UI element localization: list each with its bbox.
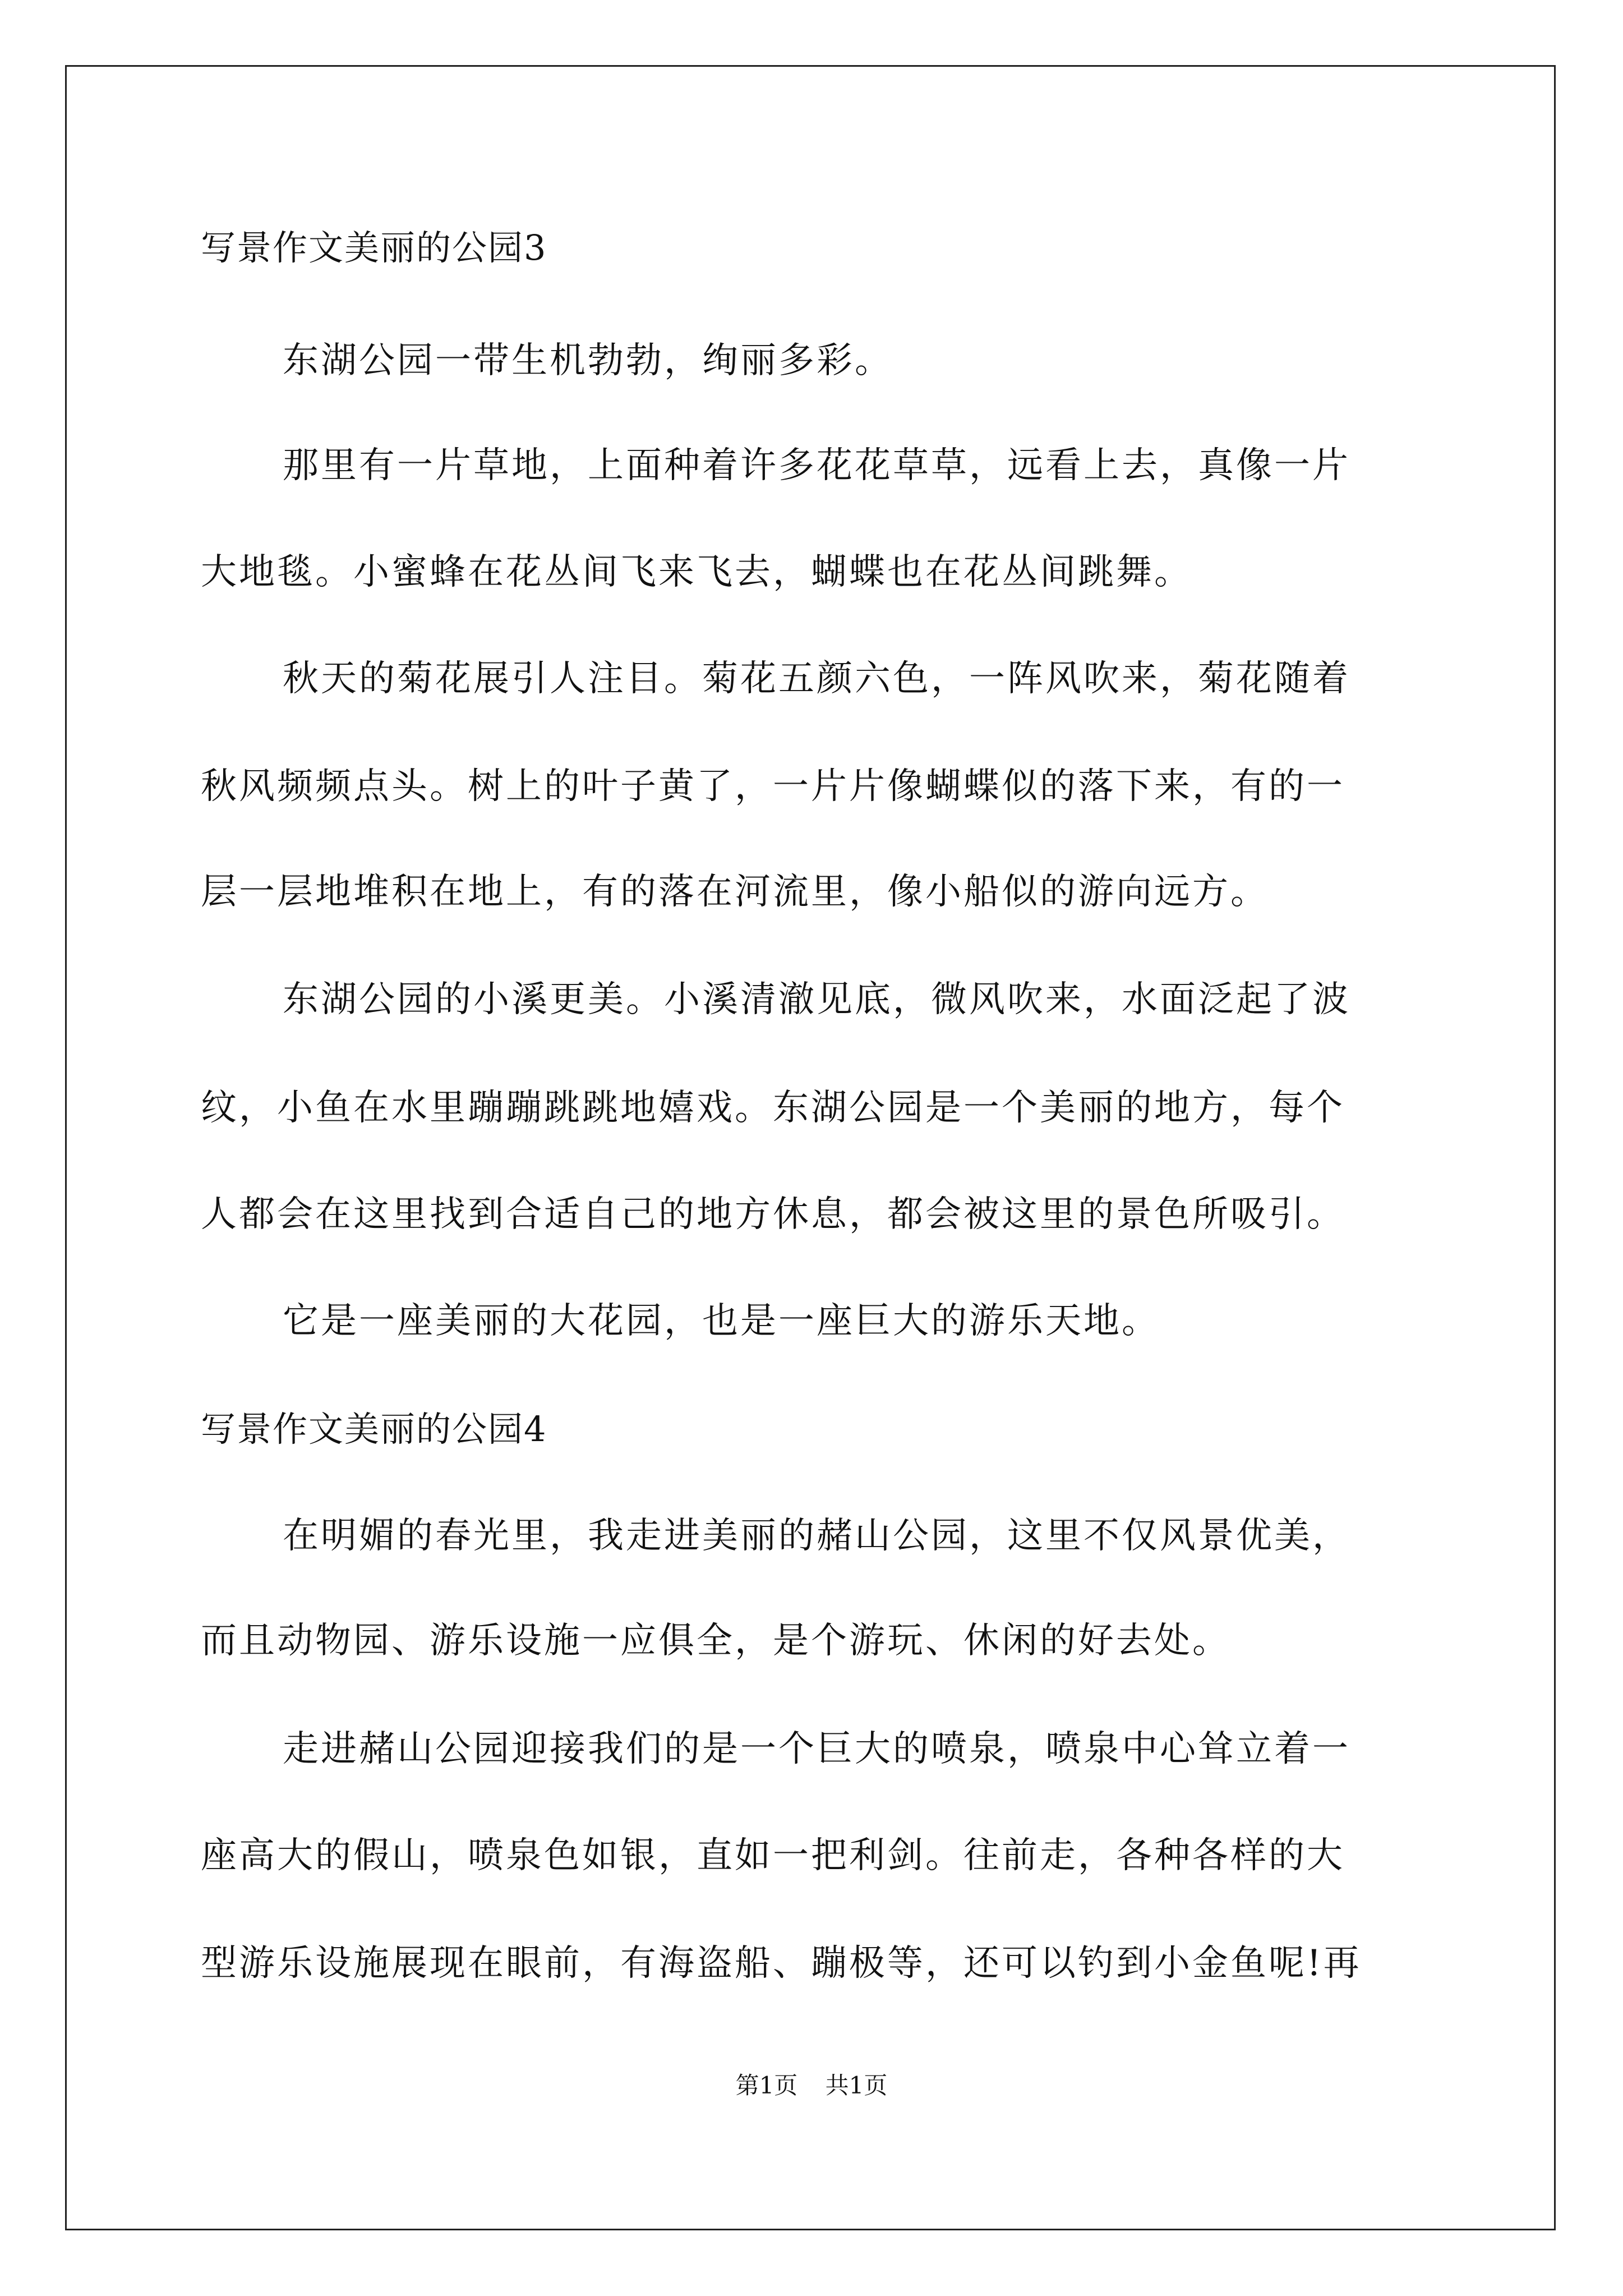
section-title: 写景作文美丽的公园3 (201, 227, 547, 268)
section-title: 写景作文美丽的公园4 (201, 1409, 547, 1450)
paragraph-line: 东湖公园一带生机勃勃，绚丽多彩。 (283, 340, 893, 381)
paragraph-line: 秋风频频点头。树上的叶子黄了，一片片像蝴蝶似的落下来，有的一 (201, 766, 1345, 807)
page-footer (0, 2069, 1623, 2102)
paragraph-line: 大地毯。小蜜蜂在花丛间飞来飞去，蝴蝶也在花丛间跳舞。 (201, 551, 1192, 593)
paragraph-line: 而且动物园、游乐设施一应俱全，是个游玩、休闲的好去处。 (201, 1620, 1230, 1662)
paragraph-line: 那里有一片草地，上面种着许多花花草草，远看上去，真像一片 (283, 445, 1350, 486)
paragraph-line: 纹，小鱼在水里蹦蹦跳跳地嬉戏。东湖公园是一个美丽的地方，每个 (201, 1087, 1345, 1129)
paragraph-line: 型游乐设施展现在眼前，有海盗船、蹦极等，还可以钓到小金鱼呢!再 (201, 1943, 1362, 1984)
paragraph-line: 层一层地堆积在地上，有的落在河流里，像小船似的游向远方。 (201, 871, 1269, 913)
paragraph-line: 秋天的菊花展引人注目。菊花五颜六色，一阵风吹来，菊花随着 (283, 658, 1350, 700)
paragraph-line: 东湖公园的小溪更美。小溪清澈见底，微风吹来，水面泛起了波 (283, 979, 1350, 1020)
page-border (65, 65, 1556, 2230)
paragraph-line: 走进赭山公园迎接我们的是一个巨大的喷泉，喷泉中心耸立着一 (283, 1728, 1350, 1770)
paragraph-line: 人都会在这里找到合适自己的地方休息，都会被这里的景色所吸引。 (201, 1194, 1345, 1235)
page-number: 第1页 (735, 2072, 798, 2099)
paragraph-line: 它是一座美丽的大花园，也是一座巨大的游乐天地。 (283, 1300, 1160, 1342)
paragraph-line: 在明媚的春光里，我走进美丽的赭山公园，这里不仅风景优美， (283, 1515, 1350, 1557)
paragraph-line: 座高大的假山，喷泉色如银，直如一把利剑。往前走，各种各样的大 (201, 1835, 1345, 1876)
page-total: 共1页 (825, 2072, 888, 2099)
